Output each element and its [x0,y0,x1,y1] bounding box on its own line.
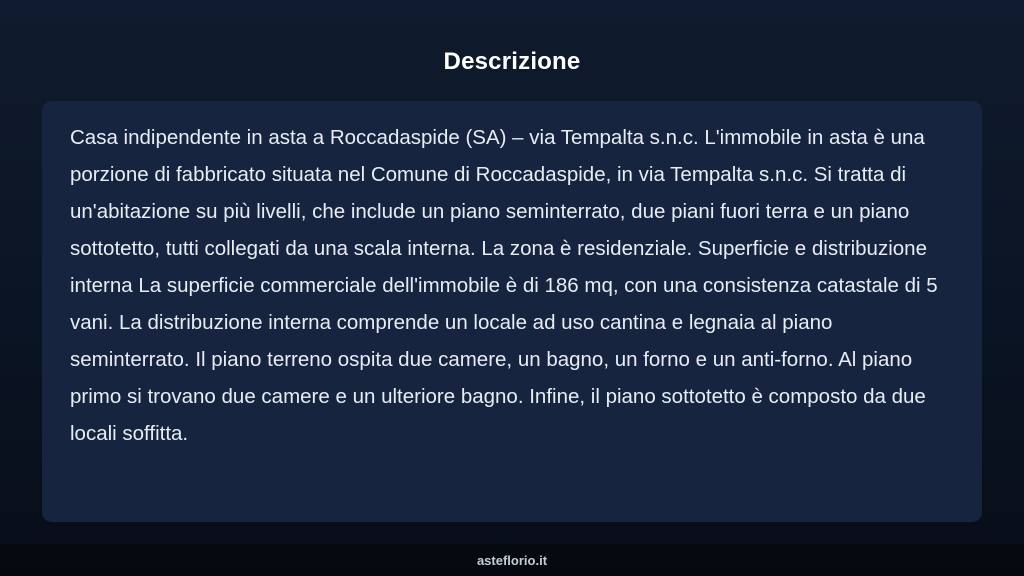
page-title: Descrizione [443,48,581,75]
footer-site-name: asteflorio.it [476,552,548,568]
description-card [42,101,982,522]
description-text: Casa indipendente in asta a Roccadaspide (SA) – via Tempalta s.n.c. L'immobile in asta è una porzione di fabbricato situata nel Comune di Roccadaspide, in via Tempalta s.n.c. Si tratta di un'abitazione su più livelli, che include un piano seminterrato, due piani fuori terra e un piano sottotetto, tutti collegati da una scala interna. La zona è residenziale. Superficie e distribuzione interna La superficie commerciale dell'immobile è di 186 mq, con una consistenza catastale di 5 vani. La distribuzione interna comprende un locale ad uso cantina e legnaia al piano seminterrato. Il piano terreno ospita due camere, un bagno, un forno e un anti-forno. Al piano primo si trovano due camere e un ulteriore bagno. Infine, il piano sottotetto è composto da due locali soffitta. [70,126,938,445]
footer-bar [0,544,1024,576]
